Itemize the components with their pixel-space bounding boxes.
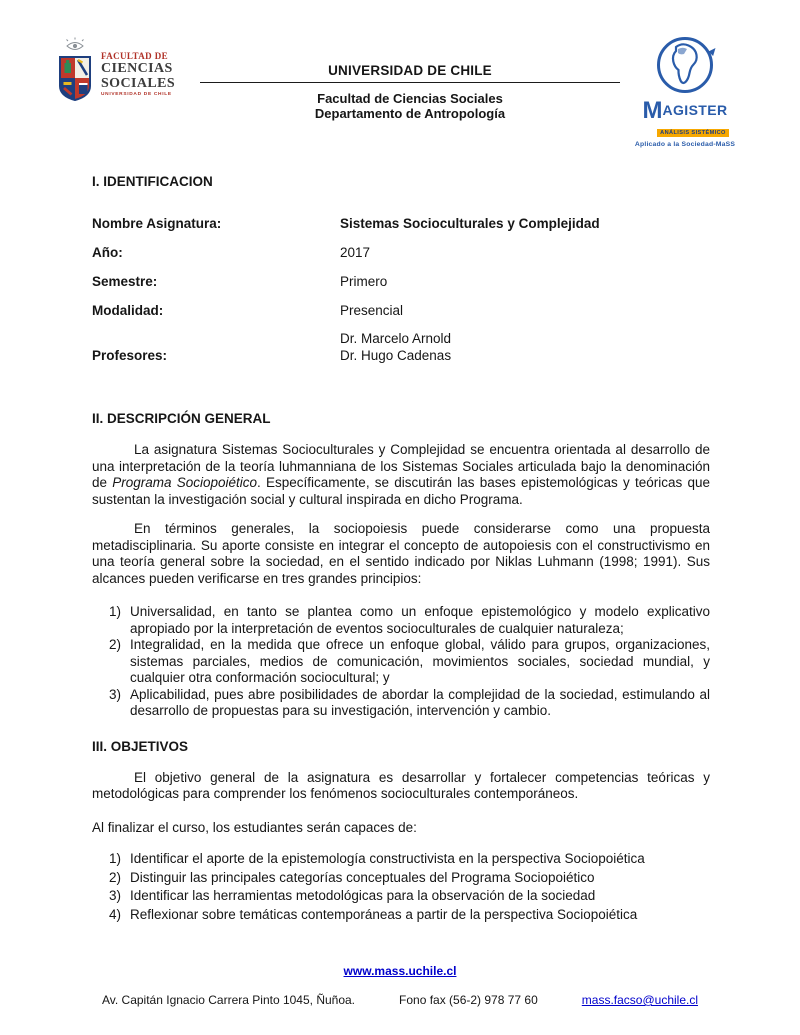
objective-1-text: Identificar el aporte de la epistemología constructivista en la perspectiva Sociopoiética xyxy=(130,851,645,867)
objectives-heading: III. OBJETIVOS xyxy=(92,738,189,754)
facso-logo xyxy=(54,36,194,110)
facso-logo-line4: UNIVERSIDAD DE CHILE xyxy=(101,92,172,97)
identification-fields xyxy=(92,215,710,364)
document-body xyxy=(0,174,800,924)
magister-rest: AGISTER xyxy=(662,102,728,118)
footer-phone: Fono fax (56-2) 978 77 60 xyxy=(399,993,538,1007)
magister-wordmark xyxy=(626,97,744,124)
principle-2-text: Integralidad, en la medida que ofrece un enfoque global, válido para grupos, organizaciones, sistemas parciales, medios de comunicación, movimientos sociales, sociedad mundial, y cualquier otra conformación sociocultural; y xyxy=(130,637,710,686)
description-paragraph-1 xyxy=(92,442,710,508)
principle-item-1 xyxy=(92,604,710,637)
description-heading: II. DESCRIPCIÓN GENERAL xyxy=(92,411,271,427)
footer-address-row xyxy=(0,993,800,1007)
objective-item-1 xyxy=(92,850,710,869)
field-row-profesores xyxy=(92,331,710,364)
magister-m: M xyxy=(642,97,663,124)
objective-2-number: 2) xyxy=(109,869,122,885)
description-p1-before: La asignatura Sistemas Socioculturales y Complejidad se encuentra orientada al desarrollo de una interpretación de la teoría luhmanniana de los Sistemas Sociales articulada bajo la denominación de xyxy=(92,442,710,491)
field-value-nombre: Sistemas Socioculturales y Complejidad xyxy=(340,216,600,232)
principle-2-number: 2) xyxy=(109,637,122,653)
objective-item-4 xyxy=(92,906,710,925)
professor-2: Dr. Hugo Cadenas xyxy=(340,347,452,363)
facso-logo-line3: SOCIALES xyxy=(101,76,176,91)
objective-4-text: Reflexionar sobre temáticas contemporáneas a partir de la perspectiva Sociopoiética xyxy=(130,906,638,922)
principle-3-number: 3) xyxy=(109,686,122,702)
field-label-nombre: Nombre Asignatura: xyxy=(92,216,222,232)
field-value-ano: 2017 xyxy=(340,245,371,261)
identification-heading: I. IDENTIFICACION xyxy=(92,174,213,190)
professor-1: Dr. Marcelo Arnold xyxy=(340,331,452,347)
objective-item-2 xyxy=(92,869,710,888)
field-value-modalidad: Presencial xyxy=(340,303,404,319)
magister-band: ANÁLISIS SISTÉMICO xyxy=(657,129,729,137)
field-label-semestre: Semestre: xyxy=(92,274,158,290)
field-row-modalidad xyxy=(92,302,710,319)
principle-3-text: Aplicabilidad, pues abre posibilidades de abordar la complejidad de la sociedad, estimulando al desarrollo de propuestas para su investigación, intervención y cambio. xyxy=(130,686,710,719)
facso-logo-line2: CIENCIAS xyxy=(101,61,173,76)
magister-logo xyxy=(626,34,744,148)
field-label-profesores: Profesores: xyxy=(92,348,168,364)
magister-globe-icon xyxy=(645,34,725,96)
website-link[interactable]: www.mass.uchile.cl xyxy=(343,964,457,978)
field-value-semestre: Primero xyxy=(340,274,388,290)
principle-1-number: 1) xyxy=(109,604,122,620)
field-row-semestre xyxy=(92,273,710,290)
page-footer xyxy=(0,962,800,1007)
objectives-paragraph-1: El objetivo general de la asignatura es desarrollar y fortalecer competencias teóricas y metodológicas para comprender los fenómenos socioculturales contemporáneos. xyxy=(92,769,710,802)
objective-2-text: Distinguir las principales categorías conceptuales del Programa Sociopoiético xyxy=(130,869,595,885)
faculty-subtitle: Facultad de Ciencias Sociales xyxy=(317,91,503,106)
objective-1-number: 1) xyxy=(109,851,122,867)
objective-3-number: 3) xyxy=(109,888,122,904)
description-p1-italic: Programa Sociopoiético xyxy=(112,475,258,491)
footer-address: Av. Capitán Ignacio Carrera Pinto 1045, Ñuñoa. xyxy=(101,993,356,1007)
facso-shield-icon xyxy=(54,36,96,110)
principles-list xyxy=(92,604,710,720)
objectives-paragraph-2: Al finalizar el curso, los estudiantes serán capaces de: xyxy=(92,819,417,835)
objective-3-text: Identificar las herramientas metodológicas para la observación de la sociedad xyxy=(130,888,596,904)
header-title-block xyxy=(194,63,626,121)
description-paragraph-2: En términos generales, la sociopoiesis puede considerarse como una propuesta metadisciplinaria. Su aporte consiste en integrar el concepto de autopoiesis con el constructivismo en una teoría general sobre la sociedad, en el sentido indicado por Niklas Luhmann (1998; 1991). Sus alcances pueden verificarse en tres grandes principios: xyxy=(92,521,710,586)
magister-tagline: Aplicado a la Sociedad-MaSS xyxy=(634,141,736,149)
header-divider xyxy=(200,82,620,83)
objectives-list xyxy=(92,850,710,924)
description-p1-after: . Específicamente, se discutirán las bases epistemológicas y teóricas que sustentan la investigación social y cultural inspirada en dicho Programa. xyxy=(92,475,710,507)
facso-logo-line1: FACULTAD DE xyxy=(101,51,168,61)
principle-1-text: Universalidad, en tanto se plantea como un enfoque epistemológico y modelo explicativo apropiado por la interpretación de eventos socioculturales de cualquier naturaleza; xyxy=(130,604,710,636)
field-row-nombre xyxy=(92,215,710,232)
department-subtitle: Departamento de Antropología xyxy=(314,106,506,121)
principle-item-2 xyxy=(92,637,710,687)
field-value-profesores xyxy=(340,331,710,364)
field-label-ano: Año: xyxy=(92,245,123,261)
objective-item-3 xyxy=(92,887,710,906)
field-row-ano xyxy=(92,244,710,261)
facso-logo-text xyxy=(101,52,175,98)
field-label-modalidad: Modalidad: xyxy=(92,303,164,319)
objective-4-number: 4) xyxy=(109,906,122,922)
page-header xyxy=(0,0,800,148)
email-link[interactable]: mass.facso@uchile.cl xyxy=(581,993,699,1007)
principle-item-3 xyxy=(92,687,710,720)
university-title: UNIVERSIDAD DE CHILE xyxy=(328,63,492,78)
